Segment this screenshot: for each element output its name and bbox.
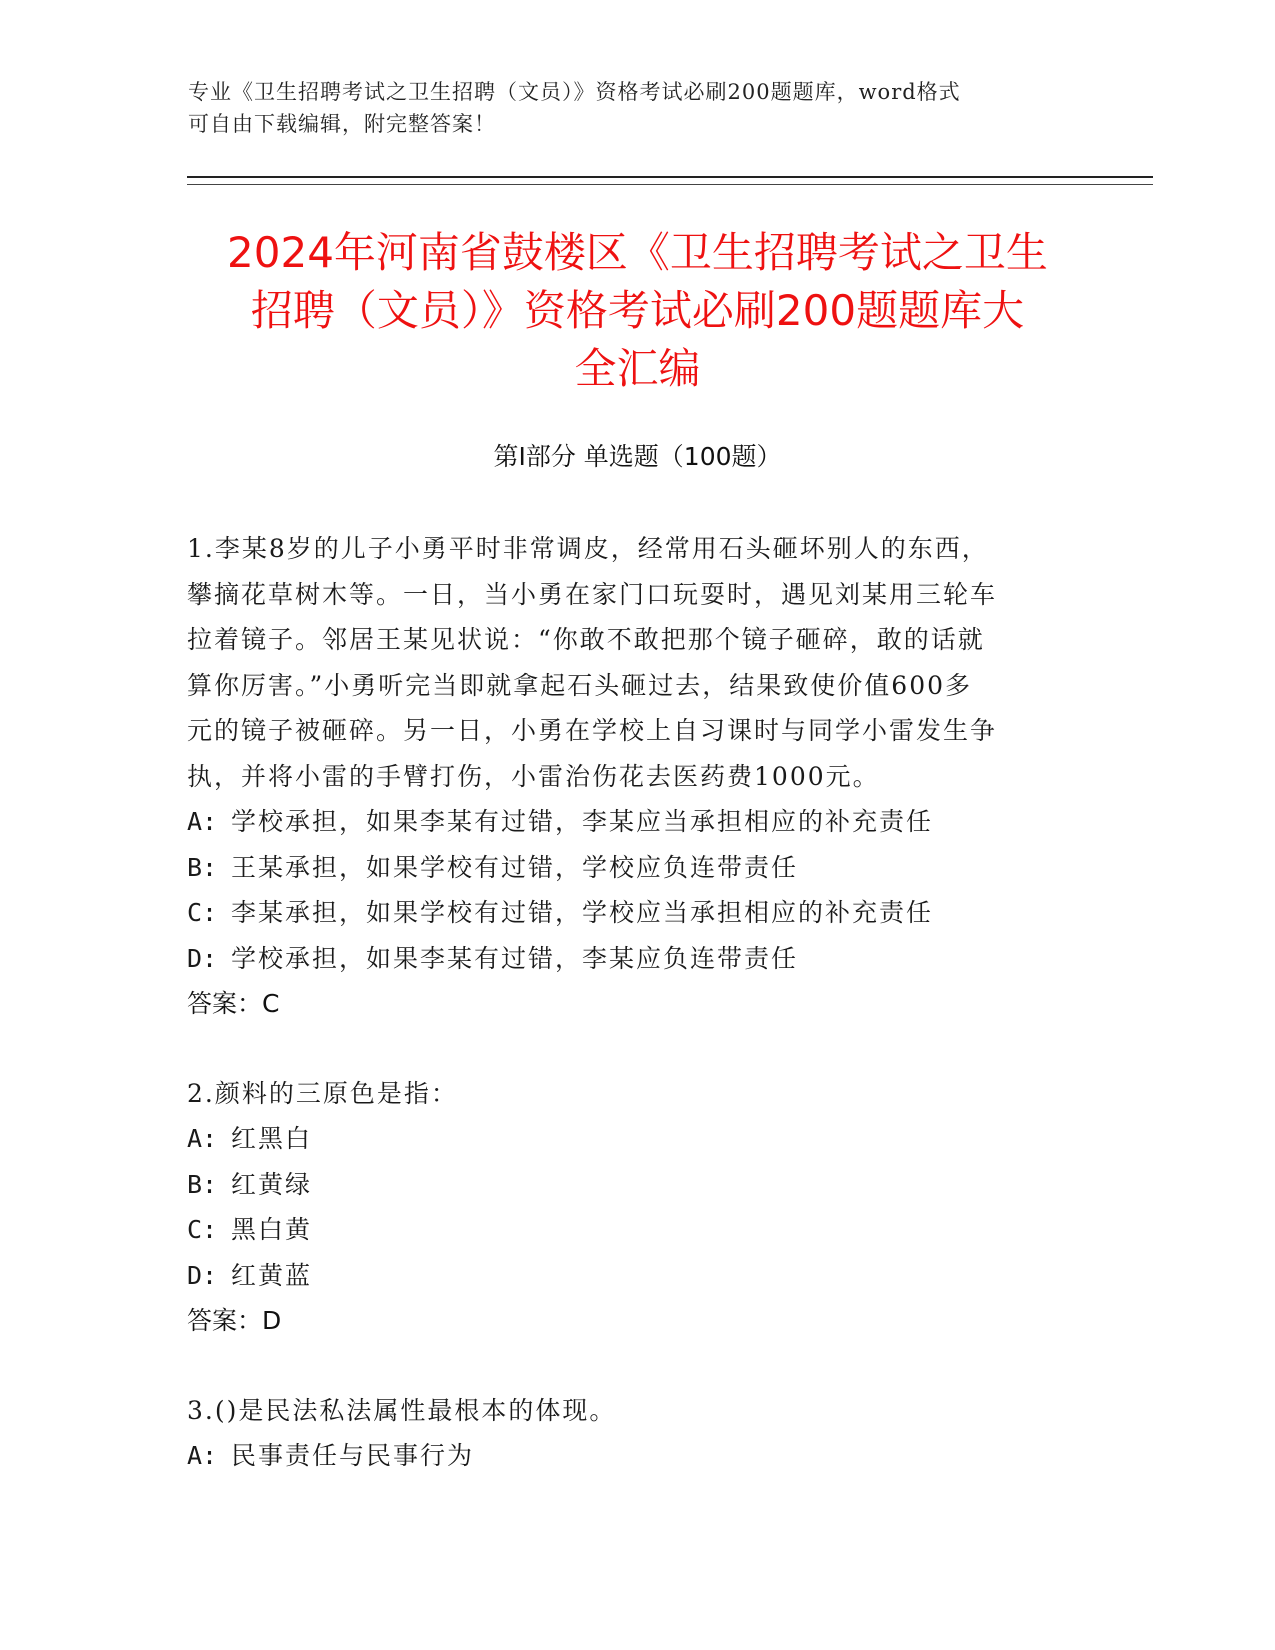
- option-text: 黑白黄: [231, 1215, 313, 1244]
- section-title: 第Ⅰ部分 单选题（100题）: [493, 442, 782, 471]
- header-note: [188, 76, 1088, 140]
- document-title-line-1: 2024年河南省鼓楼区《卫生招聘考试之卫生: [227, 228, 1048, 277]
- option-c: [187, 1207, 1067, 1253]
- document-title: [170, 224, 1105, 398]
- option-a: [187, 799, 1067, 845]
- question-stem-line: 执，并将小雷的手臂打伤，小雷治伤花去医药费1000元。: [187, 761, 880, 791]
- option-key: B:: [187, 852, 218, 882]
- option-text: 红黑白: [231, 1124, 313, 1153]
- answer: 答案：D: [187, 1306, 282, 1335]
- answer: 答案：C: [187, 989, 280, 1018]
- option-key: D:: [187, 1260, 218, 1290]
- option-text: 王某承担，如果学校有过错，学校应负连带责任: [231, 852, 799, 882]
- option-key: C:: [187, 898, 218, 927]
- question-1: [187, 526, 1067, 1027]
- option-text: 红黄绿: [231, 1169, 313, 1199]
- option-key: D:: [187, 943, 218, 973]
- question-stem-line: 拉着镜子。邻居王某见状说：“你敢不敢把那个镜子砸碎，敢的话就: [187, 625, 985, 654]
- option-d: [187, 936, 1067, 982]
- option-key: A:: [187, 1441, 218, 1470]
- option-b: [187, 1162, 1067, 1208]
- option-c: [187, 890, 1067, 936]
- option-d: [187, 1253, 1067, 1299]
- question-stem-line: 2.颜料的三原色是指：: [187, 1078, 458, 1108]
- question-stem-line: 1.李某8岁的儿子小勇平时非常调皮，经常用石头砸坏别人的东西，: [187, 534, 989, 563]
- option-text: 学校承担，如果李某有过错，李某应负连带责任: [231, 943, 799, 973]
- question-stem-line: 元的镜子被砸碎。另一日，小勇在学校上自习课时与同学小雷发生争: [187, 716, 998, 745]
- option-b: [187, 845, 1067, 891]
- header-note-line-2: 可自由下载编辑，附完整答案！: [188, 112, 496, 136]
- header-note-line-1: 专业《卫生招聘考试之卫生招聘（文员）》资格考试必刷200题题库，word格式: [188, 80, 961, 104]
- question-list: [187, 526, 1067, 1523]
- document-title-line-2: 招聘（文员）》资格考试必刷200题题库大: [250, 286, 1025, 335]
- option-text: 红黄蓝: [231, 1260, 313, 1290]
- question-3: [187, 1388, 1067, 1479]
- document-title-line-3: 全汇编: [574, 344, 701, 393]
- question-stem-line: 3.()是民法私法属性最根本的体现。: [187, 1395, 617, 1425]
- option-text: 李某承担，如果学校有过错，学校应当承担相应的补充责任: [231, 898, 934, 927]
- header-divider-thin: [187, 184, 1153, 185]
- option-text: 民事责任与民事行为: [231, 1441, 475, 1470]
- option-text: 学校承担，如果李某有过错，李某应当承担相应的补充责任: [231, 807, 934, 836]
- header-divider-thick: [187, 176, 1153, 178]
- option-a: [187, 1116, 1067, 1162]
- option-a: [187, 1433, 1067, 1479]
- question-stem-line: 攀摘花草树木等。一日，当小勇在家门口玩耍时，遇见刘某用三轮车: [187, 579, 998, 609]
- question-2: [187, 1071, 1067, 1344]
- option-key: B:: [187, 1169, 218, 1199]
- option-key: C:: [187, 1215, 218, 1244]
- question-stem-line: 算你厉害。”小勇听完当即就拿起石头砸过去，结果致使价值600多: [187, 670, 973, 700]
- option-key: A:: [187, 807, 218, 836]
- option-key: A:: [187, 1124, 218, 1153]
